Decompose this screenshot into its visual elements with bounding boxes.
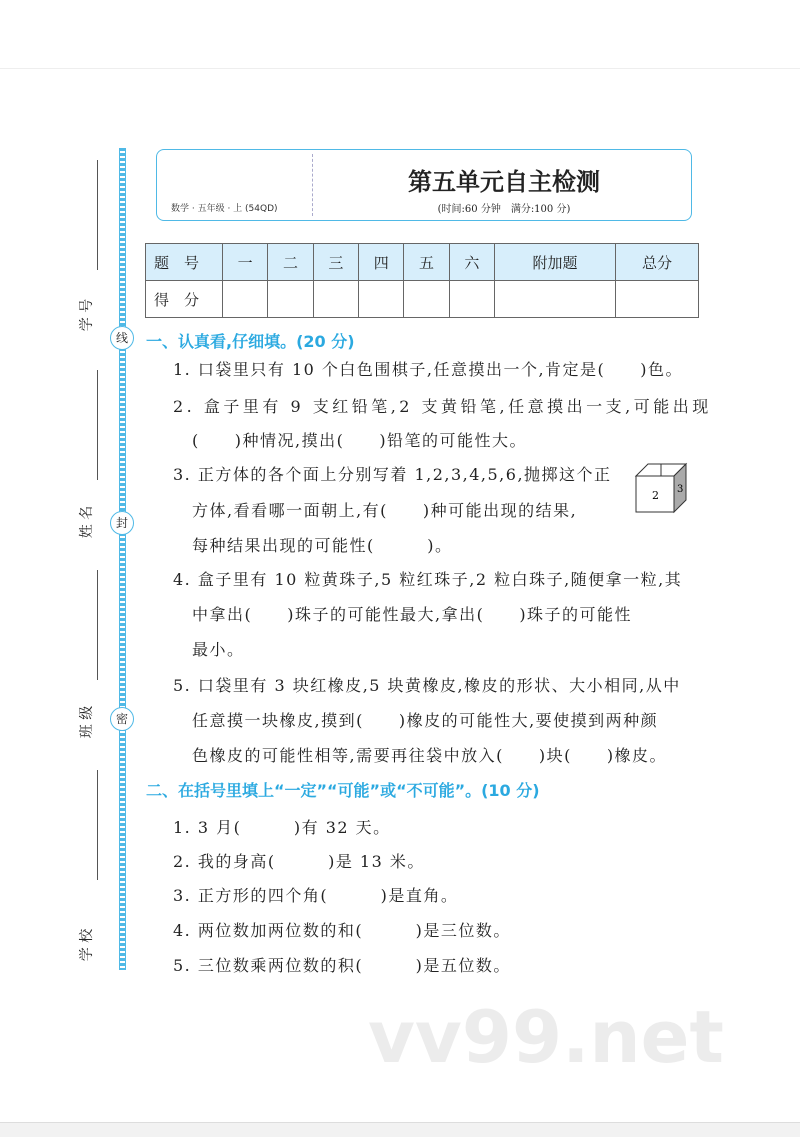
- score-cell[interactable]: [359, 281, 404, 318]
- blank-line: [97, 570, 98, 680]
- score-cell[interactable]: [449, 281, 494, 318]
- question-line: 1. 3 月( )有 32 天。: [173, 818, 391, 837]
- question-line: 1. 口袋里只有 10 个白色围棋子,任意摸出一个,肯定是( )色。: [173, 360, 684, 379]
- score-cell[interactable]: [313, 281, 358, 318]
- title-box: [156, 149, 692, 221]
- field-student-no: 学 号: [79, 298, 96, 332]
- header-cell: 六: [449, 244, 494, 281]
- score-cell[interactable]: [404, 281, 449, 318]
- seal-feng: 封: [110, 511, 134, 535]
- dashed-divider: [312, 154, 313, 216]
- cube-image: [634, 462, 688, 516]
- field-name: 姓 名: [79, 505, 96, 539]
- cube-face-front: 2: [652, 489, 659, 502]
- blank-line: [97, 770, 98, 880]
- subject-label: 数学 · 五年级 · 上 (54QD): [171, 204, 278, 214]
- header-cell: 二: [268, 244, 313, 281]
- header-cell: 四: [359, 244, 404, 281]
- seal-mi: 密: [110, 707, 134, 731]
- field-school: 学 校: [79, 928, 96, 962]
- top-divider: [0, 68, 800, 69]
- score-cell[interactable]: [223, 281, 268, 318]
- question-line: 任意摸一块橡皮,摸到( )橡皮的可能性大,要使摸到两种颜: [192, 711, 659, 730]
- header-cell: 一: [223, 244, 268, 281]
- cube-face-side: 3: [677, 484, 684, 495]
- blank-line: [97, 160, 98, 270]
- score-cell[interactable]: [616, 281, 699, 318]
- score-cell[interactable]: [268, 281, 313, 318]
- exam-meta: (时间:60 分钟 满分:100 分): [437, 204, 571, 215]
- header-cell: 附加题: [495, 244, 616, 281]
- question-line: 方体,看看哪一面朝上,有( )种可能出现的结果,: [192, 501, 578, 520]
- watermark: vv99.net: [368, 995, 724, 1079]
- section-1-title: 一、认真看,仔细填。(20 分): [146, 332, 355, 351]
- question-line: 5. 口袋里有 3 块红橡皮,5 块黄橡皮,橡皮的形状、大小相同,从中: [173, 676, 681, 695]
- question-line: 色橡皮的可能性相等,需要再往袋中放入( )块( )橡皮。: [192, 746, 668, 765]
- question-line: ( )种情况,摸出( )铅笔的可能性大。: [192, 431, 528, 450]
- binding-line: [119, 148, 126, 970]
- question-line: 3. 正方形的四个角( )是直角。: [173, 886, 459, 905]
- field-class: 班 级: [79, 705, 96, 739]
- question-line: 4. 两位数加两位数的和( )是三位数。: [173, 921, 511, 940]
- bottom-bar: [0, 1122, 800, 1137]
- question-line: 最小。: [192, 640, 245, 659]
- score-table: [145, 243, 699, 318]
- question-line: 2. 盒子里有 9 支红铅笔,2 支黄铅笔,任意摸出一支,可能出现: [173, 397, 712, 416]
- page-title: 第五单元自主检测: [408, 167, 600, 196]
- seal-xian: 线: [110, 326, 134, 350]
- score-cell[interactable]: [495, 281, 616, 318]
- header-cell: 三: [313, 244, 358, 281]
- section-2-title: 二、在括号里填上“一定”“可能”或“不可能”。(10 分): [146, 781, 540, 800]
- question-line: 中拿出( )珠子的可能性最大,拿出( )珠子的可能性: [192, 605, 633, 624]
- question-line: 5. 三位数乘两位数的积( )是五位数。: [173, 956, 511, 975]
- row-label: 得 分: [146, 281, 223, 318]
- question-line: 每种结果出现的可能性( )。: [192, 536, 453, 555]
- blank-line: [97, 370, 98, 480]
- question-line: 4. 盒子里有 10 粒黄珠子,5 粒红珠子,2 粒白珠子,随便拿一粒,其: [173, 570, 683, 589]
- question-line: 2. 我的身高( )是 13 米。: [173, 852, 425, 871]
- header-cell: 总分: [616, 244, 699, 281]
- question-line: 3. 正方体的各个面上分别写着 1,2,3,4,5,6,抛掷这个正: [173, 465, 612, 484]
- header-cell: 题 号: [146, 244, 223, 281]
- header-cell: 五: [404, 244, 449, 281]
